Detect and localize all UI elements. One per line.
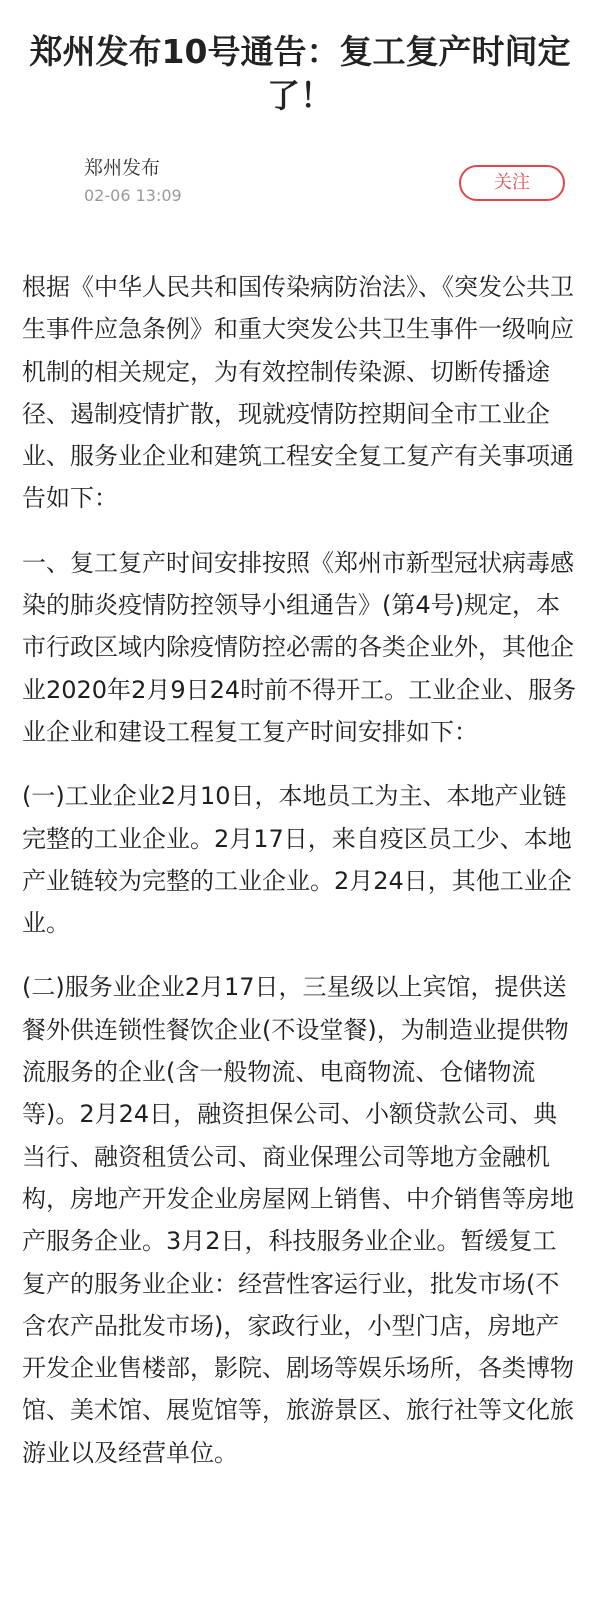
follow-button[interactable]: 关注: [459, 165, 565, 201]
article-title: 郑州发布10号通告：复工复产时间定了！: [29, 32, 571, 115]
article-body: [22, 266, 578, 1496]
author-row: [0, 152, 600, 212]
paragraph-intro: 根据《中华人民共和国传染病防治法》、《突发公共卫生事件应急条例》和重大突发公共卫生事件一级响应机制的相关规定，为有效控制传染源、切断传播途径、遏制疫情扩散，现就疫情防控期间全市工业企业、服务业企业和建筑工程安全复工复产有关事项通告如下：: [22, 273, 574, 513]
author-name[interactable]: 郑州发布: [84, 157, 161, 179]
paragraph-service: (二)服务业企业2月17日，三星级以上宾馆，提供送餐外供连锁性餐饮企业(不设堂餐)，为制造业提供物流服务的企业(含一般物流、电商物流、仓储物流等)。2月24日，融资担保公司、小额贷款公司、典当行、融资租赁公司、商业保理公司等地方金融机构，房地产开发企业房屋网上销售、中介销售等房地产服务企业。3月2日，科技服务业企业。暂缓复工复产的服务业企业：经营性客运行业，批发市场(不含农产品批发市场)，家政行业，小型门店，房地产开发企业售楼部，影院、剧场等娱乐场所，各类博物馆、美术馆、展览馆等，旅游景区、旅行社等文化旅游业以及经营单位。: [22, 973, 574, 1467]
publish-time: 02-06 13:09: [84, 186, 182, 205]
avatar[interactable]: [24, 156, 72, 204]
paragraph-section-1: 一、复工复产时间安排按照《郑州市新型冠状病毒感染的肺炎疫情防控领导小组通告》(第4号)规定，本市行政区域内除疫情防控必需的各类企业外，其他企业2020年2月9日24时前不得开工。工业企业、服务业企业和建设工程复工复产时间安排如下：: [22, 548, 577, 746]
paragraph-industrial: (一)工业企业2月10日，本地员工为主、本地产业链完整的工业企业。2月17日，来自疫区员工少、本地产业链较为完整的工业企业。2月24日，其他工业企业。: [22, 782, 572, 938]
